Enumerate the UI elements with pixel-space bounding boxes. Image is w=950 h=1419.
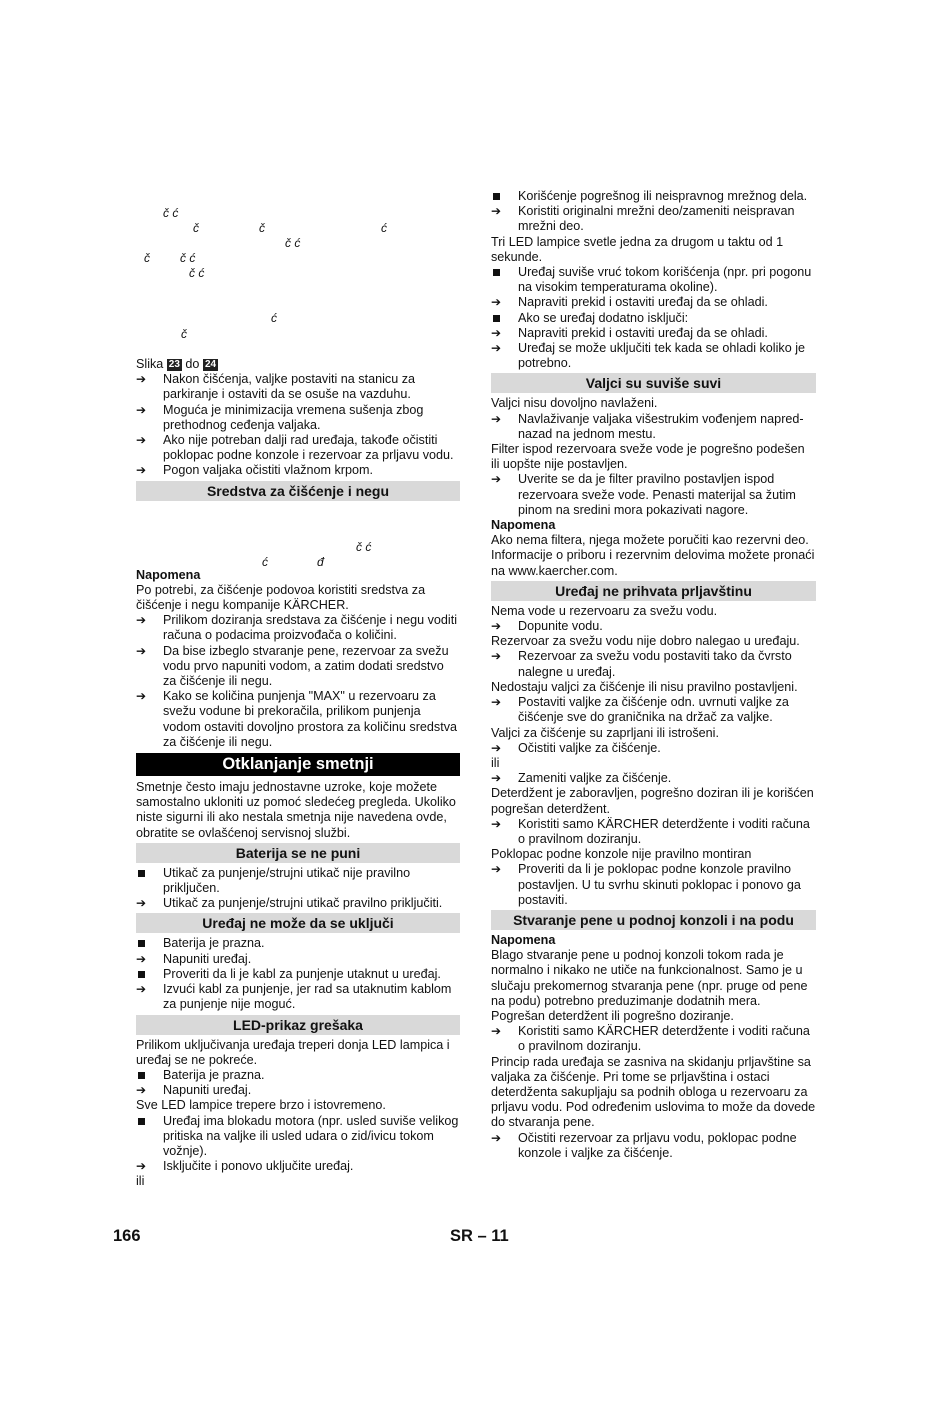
arrow-item: ➔ Navlaživanje valjaka višestrukim vođenjem napred-nazad na jednom mestu.	[491, 412, 816, 442]
figure-reference: Slika 23 do 24	[136, 357, 217, 371]
paragraph: Tri LED lampice svetle jedna za drugom u taktu od 1 sekunde.	[491, 234, 784, 264]
arrow-item: ➔ Pogon valjaka očistiti vlažnom krpom.	[136, 463, 460, 478]
chapter-heading-otklanjanje: Otklanjanje smetnji	[136, 753, 460, 776]
page-code: SR – 11	[450, 1227, 509, 1245]
arrow-item: ➔ Moguća je minimizacija vremena sušenja zbog prethodnog ceđenja valjaka.	[136, 403, 460, 433]
section-heading-prljavstina: Uređaj ne prihvata prljavštinu	[491, 581, 816, 601]
square-item: Proveriti da li je kabl za punjenje utaknut u uređaj.	[136, 967, 460, 982]
note-label: Napomena	[491, 932, 556, 947]
arrow-item: ➔ Rezervoar za svežu vodu postaviti tako da čvrsto nalegne u uređaj.	[491, 649, 816, 679]
square-item: Uređaj suviše vruć tokom korišćenja (npr. pri pogonu na visokim temperaturama okoline).	[491, 265, 816, 295]
paragraph: Princip rada uređaja se zasniva na skidanju prljavštine sa valjaka za čišćenje. Pri tome se prljavština i ostaci deterdženta sakupljaju sa podnih obloga u rezervoaru za prljavu vodu. Pod određenim uslovima to može da dovede do stvaranja pene.	[491, 1054, 816, 1130]
square-item: Baterija je prazna.	[136, 1068, 460, 1083]
garbled-glyphs: č ć	[285, 236, 301, 250]
right-column	[491, 189, 816, 1161]
figure-badge: 23	[168, 359, 180, 370]
arrow-item: ➔ Napuniti uređaj.	[136, 952, 460, 967]
arrow-item: ➔ Postaviti valjke za čišćenje odn. uvrnuti valjke za čišćenje sve do graničnika na držač za valjke.	[491, 695, 816, 725]
garbled-glyphs: č	[193, 221, 199, 235]
page-number: 166	[113, 1227, 141, 1245]
paragraph: Deterdžent je zaboravljen, pogrešno doziran ili je korišćen pogrešan deterdžent.	[491, 786, 814, 816]
paragraph: Pogrešan deterdžent ili pogrešno doziranje.	[491, 1008, 734, 1023]
arrow-item: ➔ Napraviti prekid i ostaviti uređaj da se ohladi.	[491, 326, 816, 341]
garbled-glyphs: ć	[271, 311, 277, 325]
arrow-item: ➔ Koristiti originalni mrežni deo/zameniti neispravan mrežni deo.	[491, 204, 816, 234]
arrow-item: ➔ Isključite i ponovo uključite uređaj.	[136, 1159, 460, 1174]
intro-text: Smetnje često imaju jednostavne uzroke, koje možete samostalno ukloniti uz pomoć sledećeg pregleda. Ukoliko niste sigurni ili ako nestala smetnja nije navedena ovde, obratite se ovlašćenoj servisnoj službi.	[136, 780, 456, 840]
arrow-item: ➔ Koristiti samo KÄRCHER deterdžente i voditi računa o pravilnom doziranju.	[491, 1024, 816, 1054]
paragraph: Informacije o priboru i rezervnim delovima možete pronaći na www.kaercher.com.	[491, 548, 815, 578]
square-item: Ako se uređaj dodatno isključi:	[491, 311, 816, 326]
square-item: Uređaj ima blokadu motora (npr. usled suviše velikog pritiska na valjke ili usled udara o zid/ivicu tokom vožnje).	[136, 1114, 460, 1160]
section-heading-led: LED-prikaz grešaka	[136, 1015, 460, 1035]
garbled-glyphs: č ć	[356, 540, 372, 554]
arrow-item: ➔ Utikač za punjenje/strujni utikač pravilno priključiti.	[136, 896, 460, 911]
section-heading-baterija: Baterija se ne puni	[136, 843, 460, 863]
garbled-glyphs: č	[144, 251, 150, 265]
arrow-item: ➔ Da bise izbeglo stvaranje pene, rezervoar za svežu vodu prvo napuniti vodom, a zatim dodati sredstvo za čišćenje ili negu.	[136, 644, 460, 690]
arrow-item: ➔ Kako se količina punjenja "MAX" u rezervoaru za svežu vodune bi prekoračila, prilikom punjenja vodom ostaviti dovoljno prostora za količinu sredstva za čišćenje ili negu.	[136, 689, 460, 750]
arrow-item: ➔ Napraviti prekid i ostaviti uređaj da se ohladi.	[491, 295, 816, 310]
arrow-item: ➔ Ako nije potreban dalji rad uređaja, takođe očistiti poklopac podne konzole i rezervoar za prljavu vodu.	[136, 433, 460, 463]
section-heading-suvi: Valjci su suviše suvi	[491, 373, 816, 393]
arrow-item: ➔ Očistiti valjke za čišćenje.	[491, 741, 816, 756]
garbled-glyphs: đ	[317, 555, 324, 569]
paragraph: Nema vode u rezervoaru za svežu vodu.	[491, 603, 718, 618]
paragraph: Nedostaju valjci za čišćenje ili nisu pravilno postavljeni.	[491, 679, 798, 694]
square-item: Korišćenje pogrešnog ili neispravnog mrežnog dela.	[491, 189, 816, 204]
paragraph: Valjci za čišćenje su zaprljani ili istrošeni.	[491, 725, 719, 740]
section-heading-sredstva: Sredstva za čišćenje i negu	[136, 481, 460, 501]
or-text: ili	[491, 755, 500, 770]
garbled-glyphs: č ć	[189, 266, 205, 280]
paragraph: Sve LED lampice trepere brzo i istovremeno.	[136, 1098, 386, 1113]
arrow-item: ➔ Izvući kabl za punjenje, jer rad sa utaknutim kablom za punjenje nije moguć.	[136, 982, 460, 1012]
arrow-item: ➔ Napuniti uređaj.	[136, 1083, 460, 1098]
paragraph: Blago stvaranje pene u podnoj konzoli tokom rada je normalno i nikako ne utiče na funkcionalnost. Samo je u slučaju prekomernog stvaranja pene (npr. pruge od pene na podu) potrebno preduzimanje dodatnih mera.	[491, 948, 808, 1008]
note-text: Po potrebi, za čišćenje podovoa koristiti sredstva za čišćenje i negu kompanije KÄRCHER.	[136, 582, 426, 613]
square-item: Utikač za punjenje/strujni utikač nije pravilno priključen.	[136, 866, 460, 896]
square-item: Baterija je prazna.	[136, 936, 460, 951]
arrow-item: ➔ Proveriti da li je poklopac podne konzole pravilno postavljen. U tu svrhu skinuti poklopac i ponovo ga postaviti.	[491, 862, 816, 908]
paragraph: Valjci nisu dovoljno navlaženi.	[491, 396, 658, 411]
arrow-item: ➔ Zameniti valjke za čišćenje.	[491, 771, 816, 786]
arrow-item: ➔ Uverite se da je filter pravilno postavljen ispod rezervoara sveže vode. Penasti materijal sa žutim pinom na sredini mora pokazivati nagore.	[491, 472, 816, 518]
arrow-item: ➔ Koristiti samo KÄRCHER deterdžente i voditi računa o pravilnom doziranju.	[491, 817, 816, 847]
garbled-glyphs: ć	[262, 555, 268, 569]
note-label: Napomena	[491, 518, 556, 533]
garbled-glyphs: ć	[381, 221, 387, 235]
figure-badge: 24	[204, 359, 217, 370]
arrow-item: ➔ Dopunite vodu.	[491, 619, 816, 634]
paragraph: Poklopac podne konzole nije pravilno montiran	[491, 847, 752, 862]
or-text: ili	[136, 1174, 145, 1189]
arrow-item: ➔ Očistiti rezervoar za prljavu vodu, poklopac podne konzole i valjke za čišćenje.	[491, 1131, 816, 1161]
garbled-glyphs: č	[259, 221, 265, 235]
paragraph: Rezervoar za svežu vodu nije dobro nalegao u uređaju.	[491, 634, 800, 649]
section-heading-ukljuci: Uređaj ne može da se uključi	[136, 913, 460, 933]
arrow-item: ➔ Nakon čišćenja, valjke postaviti na stanicu za parkiranje i ostaviti da se osuše na vazduhu.	[136, 372, 460, 402]
garbled-glyphs: č ć	[180, 251, 196, 265]
paragraph: Prilikom uključivanja uređaja treperi donja LED lampica i uređaj se ne pokreće.	[136, 1037, 450, 1067]
arrow-item: ➔ Prilikom doziranja sredstava za čišćenje i negu voditi računa o podacima proizvođača o količini.	[136, 613, 460, 643]
paragraph: Filter ispod rezervoara sveže vode je pogrešno podešen ili uopšte nije postavljen.	[491, 442, 805, 472]
left-column	[136, 204, 460, 1190]
section-heading-pena: Stvaranje pene u podnoj konzoli i na podu	[491, 910, 816, 930]
arrow-item: ➔ Uređaj se može uključiti tek kada se ohladi koliko je potrebno.	[491, 341, 816, 371]
garbled-glyphs: č	[181, 327, 187, 341]
paragraph: Ako nema filtera, njega možete poručiti kao rezervni deo.	[491, 533, 809, 548]
garbled-glyphs: č ć	[163, 206, 179, 220]
note-label: Napomena	[136, 567, 201, 582]
